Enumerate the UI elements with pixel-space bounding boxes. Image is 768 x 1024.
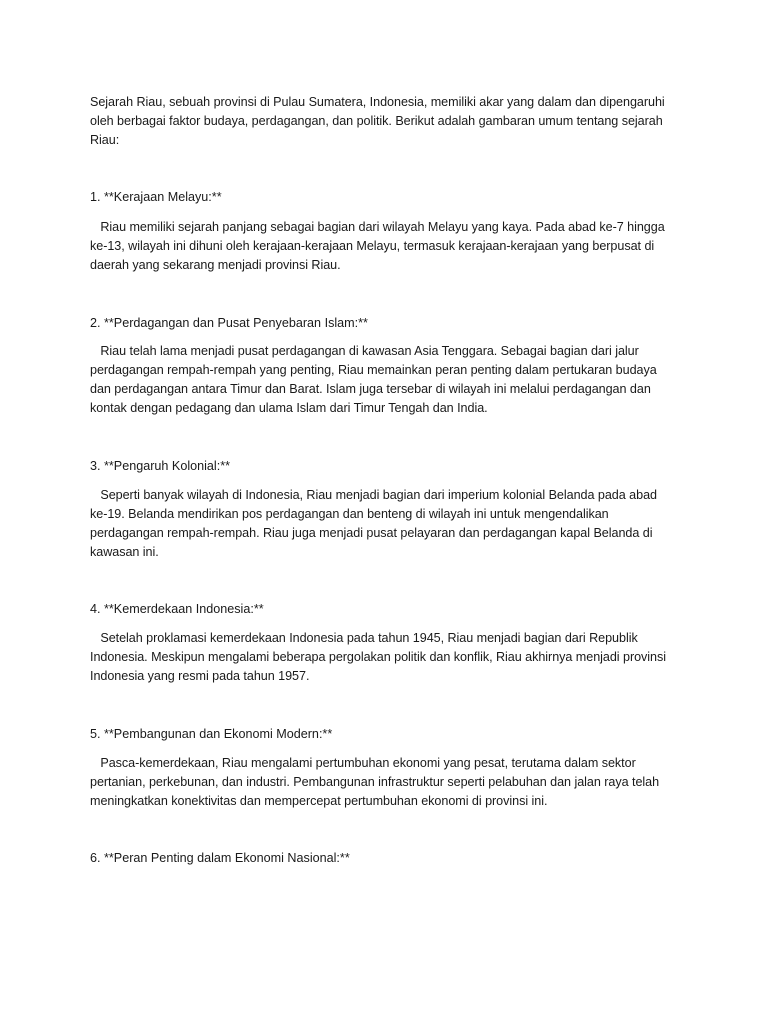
section-3-line: kawasan ini.	[90, 545, 159, 559]
section-1-line: daerah yang sekarang menjadi provinsi Riau.	[90, 258, 341, 272]
section-heading-kerajaan-melayu: 1. **Kerajaan Melayu:**	[90, 190, 222, 204]
intro-line: Sejarah Riau, sebuah provinsi di Pulau Sumatera, Indonesia, memiliki akar yang dalam dan dipengaruhi	[90, 95, 665, 109]
section-5-line: Pasca-kemerdekaan, Riau mengalami pertumbuhan ekonomi yang pesat, terutama dalam sektor	[90, 756, 636, 770]
section-5-line: meningkatkan konektivitas dan mempercepat pertumbuhan ekonomi di provinsi ini.	[90, 794, 548, 808]
section-heading-kemerdekaan: 4. **Kemerdekaan Indonesia:**	[90, 602, 264, 616]
section-2-line: Riau telah lama menjadi pusat perdagangan di kawasan Asia Tenggara. Sebagai bagian dari jalur	[90, 344, 639, 358]
section-1-line: Riau memiliki sejarah panjang sebagai bagian dari wilayah Melayu yang kaya. Pada abad ke-7 hingga	[90, 220, 665, 234]
section-heading-pembangunan: 5. **Pembangunan dan Ekonomi Modern:**	[90, 727, 333, 741]
section-4-line: Indonesia yang resmi pada tahun 1957.	[90, 669, 310, 683]
section-2-line: kontak dengan pedagang dan ulama Islam dari Timur Tengah dan India.	[90, 401, 488, 415]
section-3-line: Seperti banyak wilayah di Indonesia, Riau menjadi bagian dari imperium kolonial Belanda pada abad	[90, 488, 657, 502]
section-3-line: perdagangan rempah-rempah. Riau juga menjadi pusat pelayaran dan perdagangan kapal Belanda di	[90, 526, 653, 540]
section-3-line: ke-19. Belanda mendirikan pos perdagangan dan benteng di wilayah ini untuk mengendalikan	[90, 507, 609, 521]
intro-line: Riau:	[90, 133, 120, 147]
section-4-line: Indonesia. Meskipun mengalami beberapa pergolakan politik dan konflik, Riau akhirnya menjadi provinsi	[90, 650, 666, 664]
section-2-line: dan perdagangan antara Timur dan Barat. Islam juga tersebar di wilayah ini melalui perdagangan dan	[90, 382, 651, 396]
section-2-line: perdagangan rempah-rempah yang penting, Riau memainkan peran penting dalam pertukaran budaya	[90, 363, 657, 377]
section-heading-peran-penting: 6. **Peran Penting dalam Ekonomi Nasional:**	[90, 851, 350, 865]
intro-line: oleh berbagai faktor budaya, perdagangan, dan politik. Berikut adalah gambaran umum tentang sejarah	[90, 114, 663, 128]
section-5-line: pertanian, perkebunan, dan industri. Pembangunan infrastruktur seperti pelabuhan dan jalan raya telah	[90, 775, 660, 789]
section-heading-pengaruh-kolonial: 3. **Pengaruh Kolonial:**	[90, 459, 231, 473]
section-heading-perdagangan: 2. **Perdagangan dan Pusat Penyebaran Islam:**	[90, 316, 368, 330]
section-1-line: ke-13, wilayah ini dihuni oleh kerajaan-kerajaan Melayu, termasuk kerajaan-kerajaan yang berpusat di	[90, 239, 655, 253]
section-4-line: Setelah proklamasi kemerdekaan Indonesia pada tahun 1945, Riau menjadi bagian dari Republik	[90, 631, 638, 645]
